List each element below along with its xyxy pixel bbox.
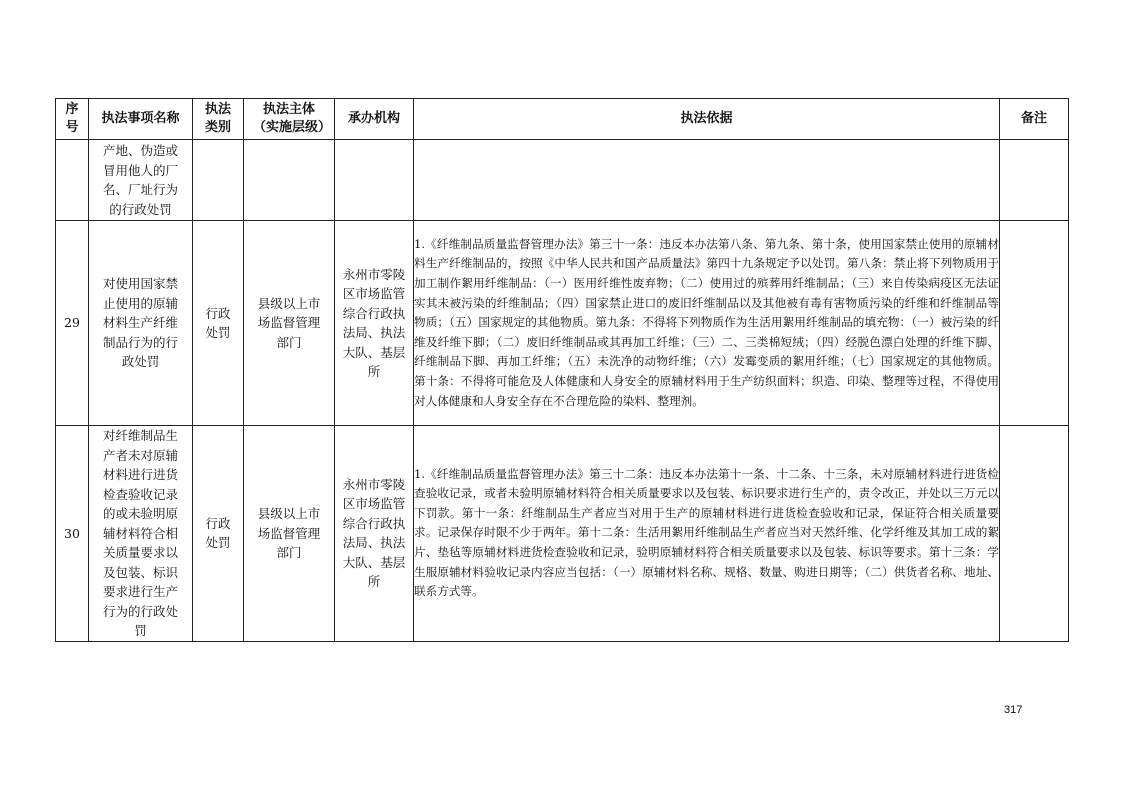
cell-item: 对纤维制品生产者未对原辅材料进行进货检查验收记录的或未验明原辅材料符合相关质量要求以及包装、标识要求进行生产行为的行政处罚 [89, 426, 193, 642]
cell-subject: 县级以上市场监督管理部门 [244, 426, 335, 642]
table-row [56, 140, 1069, 221]
cell-subject: 县级以上市场监督管理部门 [244, 221, 335, 426]
cell-agency: 永州市零陵区市场监管综合行政执法局、执法大队、基层所 [335, 426, 414, 642]
cell-item: 对使用国家禁止使用的原辅材料生产纤维制品行为的行政处罚 [89, 221, 193, 426]
header-remark: 备注 [1000, 99, 1069, 140]
cell-seq: 29 [56, 221, 89, 426]
table-row [56, 221, 1069, 426]
table-row [56, 426, 1069, 642]
cell-category [193, 140, 244, 221]
header-item: 执法事项名称 [89, 99, 193, 140]
header-category: 执法类别 [193, 99, 244, 140]
page-number: 317 [1004, 704, 1023, 716]
header-row [56, 99, 1069, 140]
cell-category: 行政处罚 [193, 221, 244, 426]
cell-basis: 1.《纤维制品质量监督管理办法》第三十二条：违反本办法第十一条、十二条、十三条，未对原辅材料进行进货检查验收记录，或者未验明原辅材料符合相关质量要求以及包装、标识要求进行生产的，责令改正，并处以三万元以下罚款。第十一条：纤维制品生产者应当对用于生产的原辅材料进行进货检查验收和记录，保证符合相关质量要求。记录保存时限不少于两年。第十二条：生活用絮用纤维制品生产者应当对天然纤维、化学纤维及其加工成的絮片、垫毡等原辅材料进货检查验收和记录，验明原辅材料符合相关质量要求以及包装、标识等要求。第十三条：学生服原辅材料验收记录内容应当包括：（一）原辅材料名称、规格、数量、购进日期等；（二）供货者名称、地址、联系方式等。 [414, 426, 1000, 642]
cell-remark [1000, 426, 1069, 642]
cell-seq [56, 140, 89, 221]
cell-remark [1000, 221, 1069, 426]
enforcement-table [55, 98, 1069, 642]
cell-category: 行政处罚 [193, 426, 244, 642]
cell-basis: 1.《纤维制品质量监督管理办法》第三十一条：违反本办法第八条、第九条、第十条，使用国家禁止使用的原辅材料生产纤维制品的，按照《中华人民共和国产品质量法》第四十九条规定予以处罚。第八条：禁止将下列物质用于加工制作絮用纤维制品：（一）医用纤维性废弃物；（二）使用过的殡葬用纤维制品；（三）来自传染病疫区无法证实其未被污染的纤维制品；（四）国家禁止进口的废旧纤维制品以及其他被有毒有害物质污染的纤维和纤维制品等物质；（五）国家规定的其他物质。第九条：不得将下列物质作为生活用絮用纤维制品的填充物：（一）被污染的纤维及纤维下脚；（二）废旧纤维制品或其再加工纤维；（三）二、三类棉短绒；（四）经脱色漂白处理的纤维下脚、纤维制品下脚、再加工纤维；（五）未洗净的动物纤维；（六）发霉变质的絮用纤维；（七）国家规定的其他物质。第十条：不得将可能危及人体健康和人身安全的原辅材料用于生产纺织面料；织造、印染、整理等过程，不得使用对人体健康和人身安全存在不合理危险的染料、整理剂。 [414, 221, 1000, 426]
cell-item: 产地、伪造或冒用他人的厂名、厂址行为的行政处罚 [89, 140, 193, 221]
header-subject: 执法主体（实施层级） [244, 99, 335, 140]
header-agency: 承办机构 [335, 99, 414, 140]
header-basis: 执法依据 [414, 99, 1000, 140]
header-seq: 序号 [56, 99, 89, 140]
cell-basis [414, 140, 1000, 221]
cell-remark [1000, 140, 1069, 221]
cell-agency [335, 140, 414, 221]
cell-agency: 永州市零陵区市场监管综合行政执法局、执法大队、基层所 [335, 221, 414, 426]
cell-subject [244, 140, 335, 221]
cell-seq: 30 [56, 426, 89, 642]
